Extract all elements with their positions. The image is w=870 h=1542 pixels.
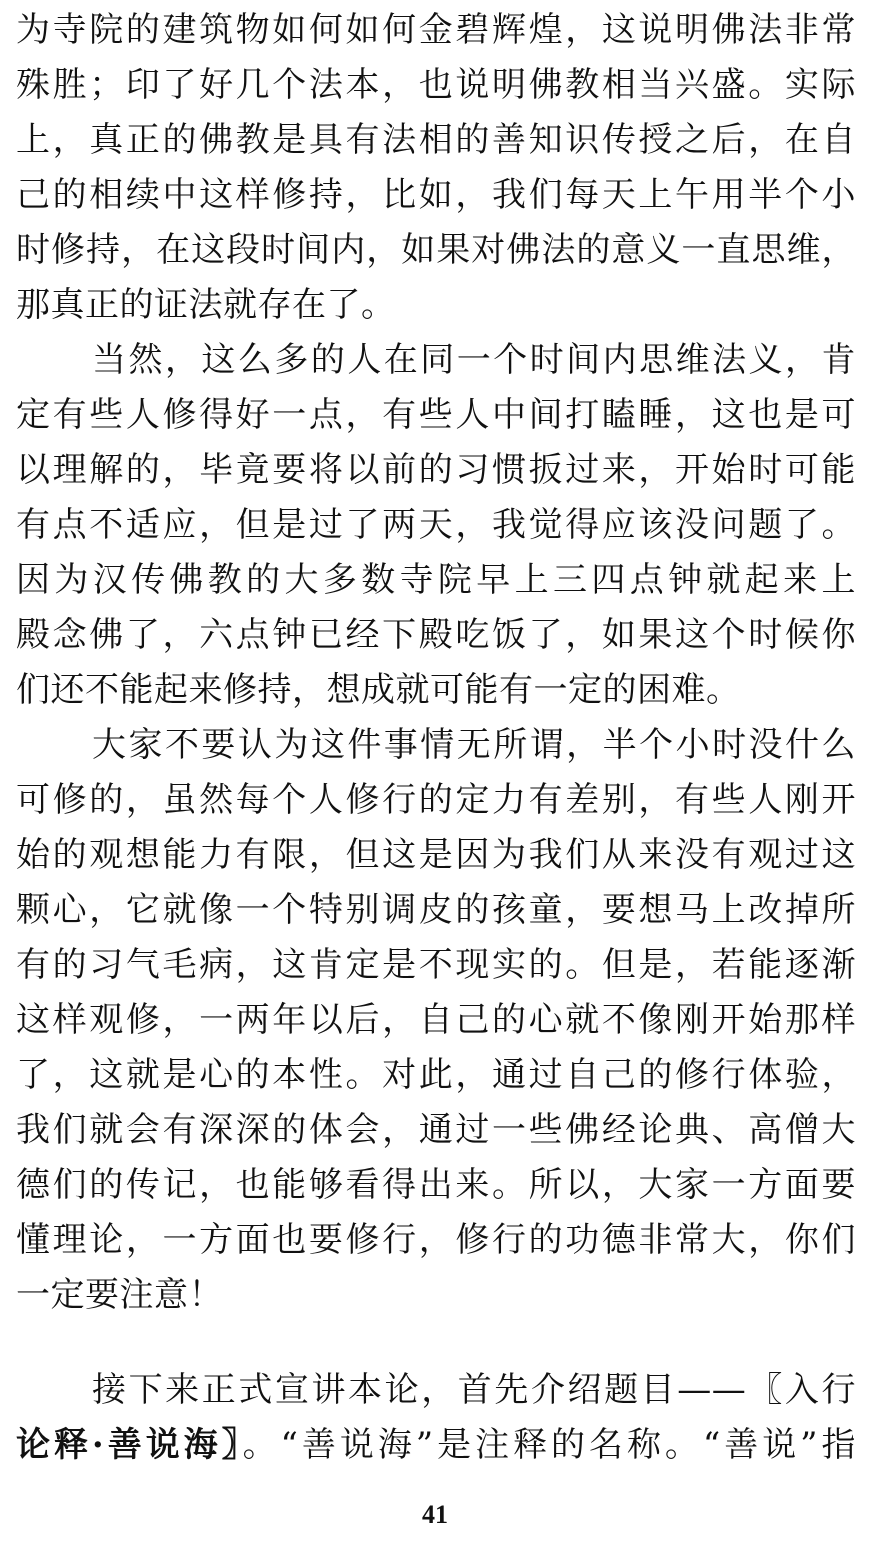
text-line: 了，这就是心的本性。对此，通过自己的修行体验， bbox=[16, 1055, 856, 1095]
text-line: 有的习气毛病，这肯定是不现实的。但是，若能逐渐 bbox=[16, 945, 856, 985]
text-line: 可修的，虽然每个人修行的定力有差别，有些人刚开 bbox=[16, 780, 856, 820]
text-line: 这样观修，一两年以后，自己的心就不像刚开始那样 bbox=[16, 1000, 856, 1040]
text-line: 为寺院的建筑物如何如何金碧辉煌，这说明佛法非常 bbox=[16, 10, 856, 50]
text-line: 定有些人修得好一点，有些人中间打瞌睡，这也是可 bbox=[16, 395, 856, 435]
text-line: 因为汉传佛教的大多数寺院早上三四点钟就起来上 bbox=[16, 560, 856, 600]
text-line: 当然，这么多的人在同一个时间内思维法义，肯 bbox=[92, 340, 856, 380]
text-line: 以理解的，毕竟要将以前的习惯扳过来，开始时可能 bbox=[16, 450, 856, 490]
text-line: 我们就会有深深的体会，通过一些佛经论典、高僧大 bbox=[16, 1110, 856, 1150]
text-line: 殊胜；印了好几个法本，也说明佛教相当兴盛。实际 bbox=[16, 65, 856, 105]
text-line: 上，真正的佛教是具有法相的善知识传授之后，在自 bbox=[16, 120, 856, 160]
text-line: 殿念佛了，六点钟已经下殿吃饭了，如果这个时候你 bbox=[16, 615, 856, 655]
text-line: 大家不要认为这件事情无所谓，半个小时没什么 bbox=[92, 725, 856, 765]
text-line: 一定要注意！ bbox=[16, 1275, 223, 1315]
text-line bbox=[16, 1425, 856, 1465]
text-line: 己的相续中这样修持，比如，我们每天上午用半个小 bbox=[16, 175, 856, 215]
text-line: 有点不适应，但是过了两天，我觉得应该没问题了。 bbox=[16, 505, 856, 545]
text-line: 们还不能起来修持，想成就可能有一定的困难。 bbox=[16, 670, 741, 710]
text-span: 。“善说海”是注释的名称。“善说”指 bbox=[242, 1425, 857, 1465]
text-line: 德们的传记，也能够看得出来。所以，大家一方面要 bbox=[16, 1165, 856, 1205]
book-title: 论释·善说海〗 bbox=[16, 1425, 243, 1465]
text-line: 始的观想能力有限，但这是因为我们从来没有观过这 bbox=[16, 835, 856, 875]
text-line: 时修持，在这段时间内，如果对佛法的意义一直思维， bbox=[16, 230, 856, 270]
page-number: 41 bbox=[422, 1500, 448, 1529]
text-line: 颗心，它就像一个特别调皮的孩童，要想马上改掉所 bbox=[16, 890, 856, 930]
text-line: 接下来正式宣讲本论，首先介绍题目——〖入行 bbox=[92, 1370, 856, 1410]
text-line: 那真正的证法就存在了。 bbox=[16, 285, 396, 325]
text-line: 懂理论，一方面也要修行，修行的功德非常大，你们 bbox=[16, 1220, 856, 1260]
